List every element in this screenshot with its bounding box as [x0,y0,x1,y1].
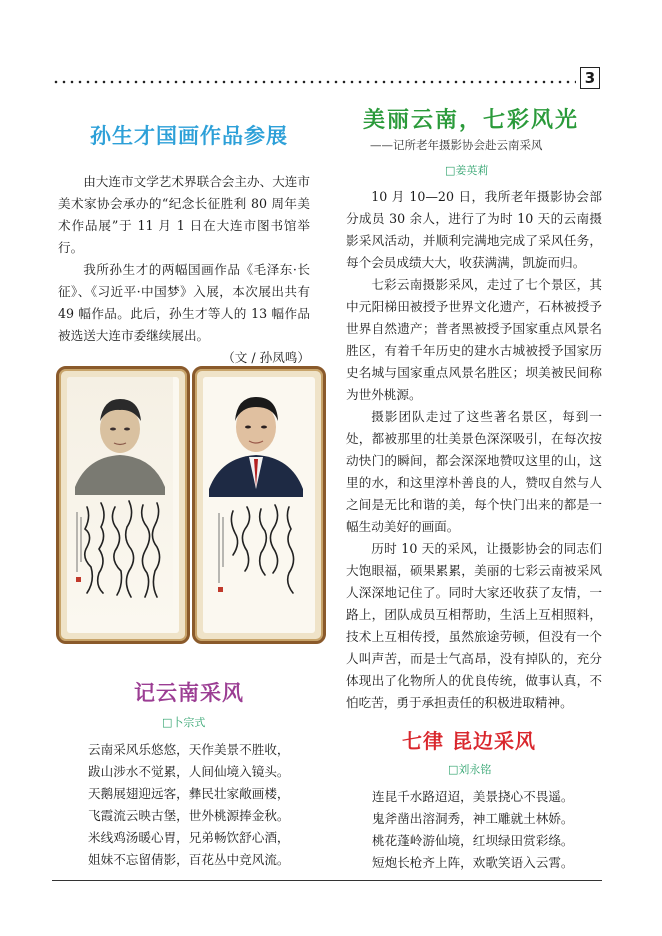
page-number: 3 [580,67,600,89]
poem-line: 姐妹不忘留倩影，百花丛中竞风流。 [88,852,290,867]
right-article2-poem [372,786,574,874]
left-article2-poem [88,739,290,871]
poem-line: 桃花蓬岭游仙境，红坝绿田赏彩绦。 [372,833,574,848]
poem-line: 飞霞流云映古堡，世外桃源捧金秋。 [88,808,290,823]
poem-line: 连昆千水路迢迢，美景挠心不畏遥。 [372,789,574,804]
right-article1-paragraph-1: 10 月 10—20 日，我所老年摄影协会部分成员 30 余人，进行了为时 10 天的云南摄影采风活动，并顺利完满地完成了采风任务，每个会员成绩大大，收获满满，凯旋而归。 [346,189,602,270]
right-article1-subtitle: ——记所老年摄影协会赴云南采风 [370,138,543,152]
header-dotted-rule [52,80,576,84]
footer-rule [52,880,602,881]
poem-line: 跋山涉水不觉累，人间仙境入镜头。 [88,764,290,779]
left-article1-credit: （文 / 孙凤鸣） [222,350,310,365]
poem-line: 鬼斧凿出溶洞秀，神工雕就土林娇。 [372,811,574,826]
left-article1-body [58,171,310,369]
poem-line: 云南采风乐悠悠，天作美景不胜收， [88,742,290,757]
right-article1-paragraph-3: 摄影团队走过了这些著名景区，每到一处，都被那里的壮美景色深深吸引，在每次按动快门的瞬间，都会深深地赞叹这里的山，这里的水，和这里淳朴善良的人，赞叹自然与人之间是无比和谐的美，每个快门出来的都是一幅生动美好的画面。 [346,409,602,534]
right-article1-paragraph-2: 七彩云南摄影采风，走过了七个景区，其中元阳梯田被授予世界文化遗产，石林被授予世界自然遗产；普者黑被授予国家重点风景名胜区，有着千年历史的建水古城被授予国家历史名城与国家重点风景名胜区；坝美被民间称为世外桃源。 [346,277,602,402]
poem-line: 天鹅展翅迎远客，彝民壮家敞画楼， [88,786,290,801]
poem-line: 米线鸡汤暖心胃，兄弟畅饮舒心酒， [88,830,290,845]
painting-2-frame [192,366,326,644]
poem-line: 短炮长枪齐上阵，欢歌笑语入云霄。 [372,855,574,870]
painting-2-image [203,377,315,633]
left-article1-paragraph-1: 由大连市文学艺术界联合会主办、大连市美术家协会承办的“纪念长征胜利 80 周年美术作品展”于 11 月 1 日在大连市图书馆举行。 [58,174,310,255]
right-article1-byline: □姜英莉 [445,164,489,177]
left-article1-paragraph-2: 我所孙生才的两幅国画作品《毛泽东·长征》、《习近平·中国梦》入展，本次展出共有 49 幅作品。此后，孙生才等人的 13 幅作品被选送大连市委继续展出。 [58,262,310,343]
left-article2-byline: □卜宗式 [162,716,206,729]
right-article2-title: 七律 昆边采风 [402,729,536,753]
right-article1-title: 美丽云南，七彩风光 [363,108,580,133]
right-article1-paragraph-4: 历时 10 天的采风，让摄影协会的同志们大饱眼福，硕果累累，美丽的七彩云南被采风人深深地记住了。同时大家还收获了友情，一路上，团队成员互相帮助，生活上互相照料，技术上互相传授，虽然旅途劳顿，但没有一个人叫声苦，而是士气高昂，没有掉队的，充分体现出了化物所人的优良传统，做事认真，不怕吃苦，勇于承担责任的积极进取精神。 [346,541,602,710]
left-article2-title: 记云南采风 [134,681,244,705]
right-article1-body [346,186,602,714]
right-article2-byline: □刘永铭 [448,763,492,776]
left-article1-title: 孙生才国画作品参展 [90,124,288,148]
painting-1-frame [56,366,190,644]
painting-1-image [67,377,179,633]
